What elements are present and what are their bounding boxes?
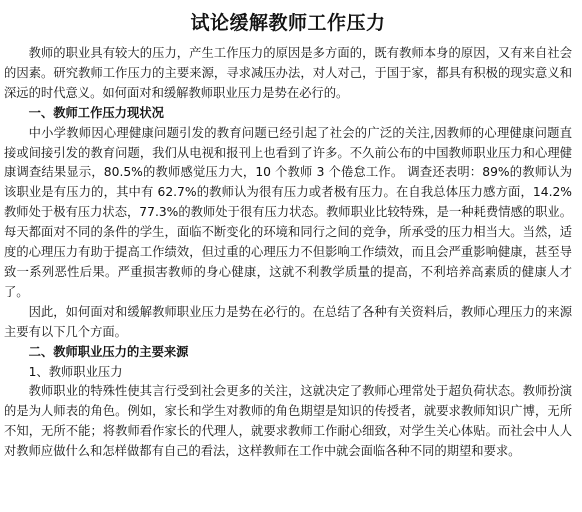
section-1-heading: 一、教师工作压力现状况 <box>28 105 164 120</box>
document-title: 试论缓解教师工作压力 <box>190 12 386 34</box>
section-1-paragraph-2: 因此，如何面对和缓解教师职业压力是势在必行的。在总结了各种有关资料后，教师心理压力的来源主要有以下几个方面。 <box>4 304 572 339</box>
intro-paragraph: 教师的职业具有较大的压力，产生工作压力的原因是多方面的，既有教师本身的原因，又有来自社会的因素。研究教师工作压力的主要来源，寻求减压办法，对人对己，于国于家，都具有积极的现实意义和深远的时代意义。如何面对和缓解教师职业压力是势在必行的。 <box>4 46 572 100</box>
section-2-subheading-1: 1、教师职业压力 <box>28 364 123 379</box>
section-2-paragraph-1: 教师职业的特殊性使其言行受到社会更多的关注，这就决定了教师心理常处于超负荷状态。教师扮演的是为人师表的角色。例如，家长和学生对教师的角色期望是知识的传授者，就要求教师知识广博，无所不知，无所不能；将教师看作家长的代理人，就要求教师工作耐心细致，对学生关心体贴。而社会中人人对教师应做什么和怎样做都有自己的看法，这样教师在工作中就会面临各种不同的期望和要求。 <box>4 384 572 459</box>
section-1-paragraph-1: 中小学教师因心理健康问题引发的教育问题已经引起了社会的广泛的关注,因教师的心理健康问题直接或间接引发的教育问题，我们从电视和报刊上也看到了许多。不久前公布的中国教师职业压力和心理健康调查结果显示，80.5%的教师感觉压力大，10 个教师 3 个倦怠工作。 调查还表明：89%的教师认为该职业是有压力的，其中有 62.7%的教师认为很有压力或者极有压力。在自我总体压力感方面，14.2%教师处于极有压力状态，77.3%的教师处于很有压力状态。教师职业比较特殊，是一种耗费情感的职业。每天都面对不同的条件的学生，面临不断变化的环境和同行之间的竞争，所承受的压力相当大。当然，适度的心理压力有助于提高工作绩效，但过重的心理压力不但影响工作绩效，而且会严重影响健康，甚至导致一系列恶性后果。严重损害教师的身心健康，这就不利教学质量的提高，不利培养高素质的健康人才了。 <box>4 125 572 299</box>
section-2-heading: 二、教师职业压力的主要来源 <box>28 344 189 359</box>
